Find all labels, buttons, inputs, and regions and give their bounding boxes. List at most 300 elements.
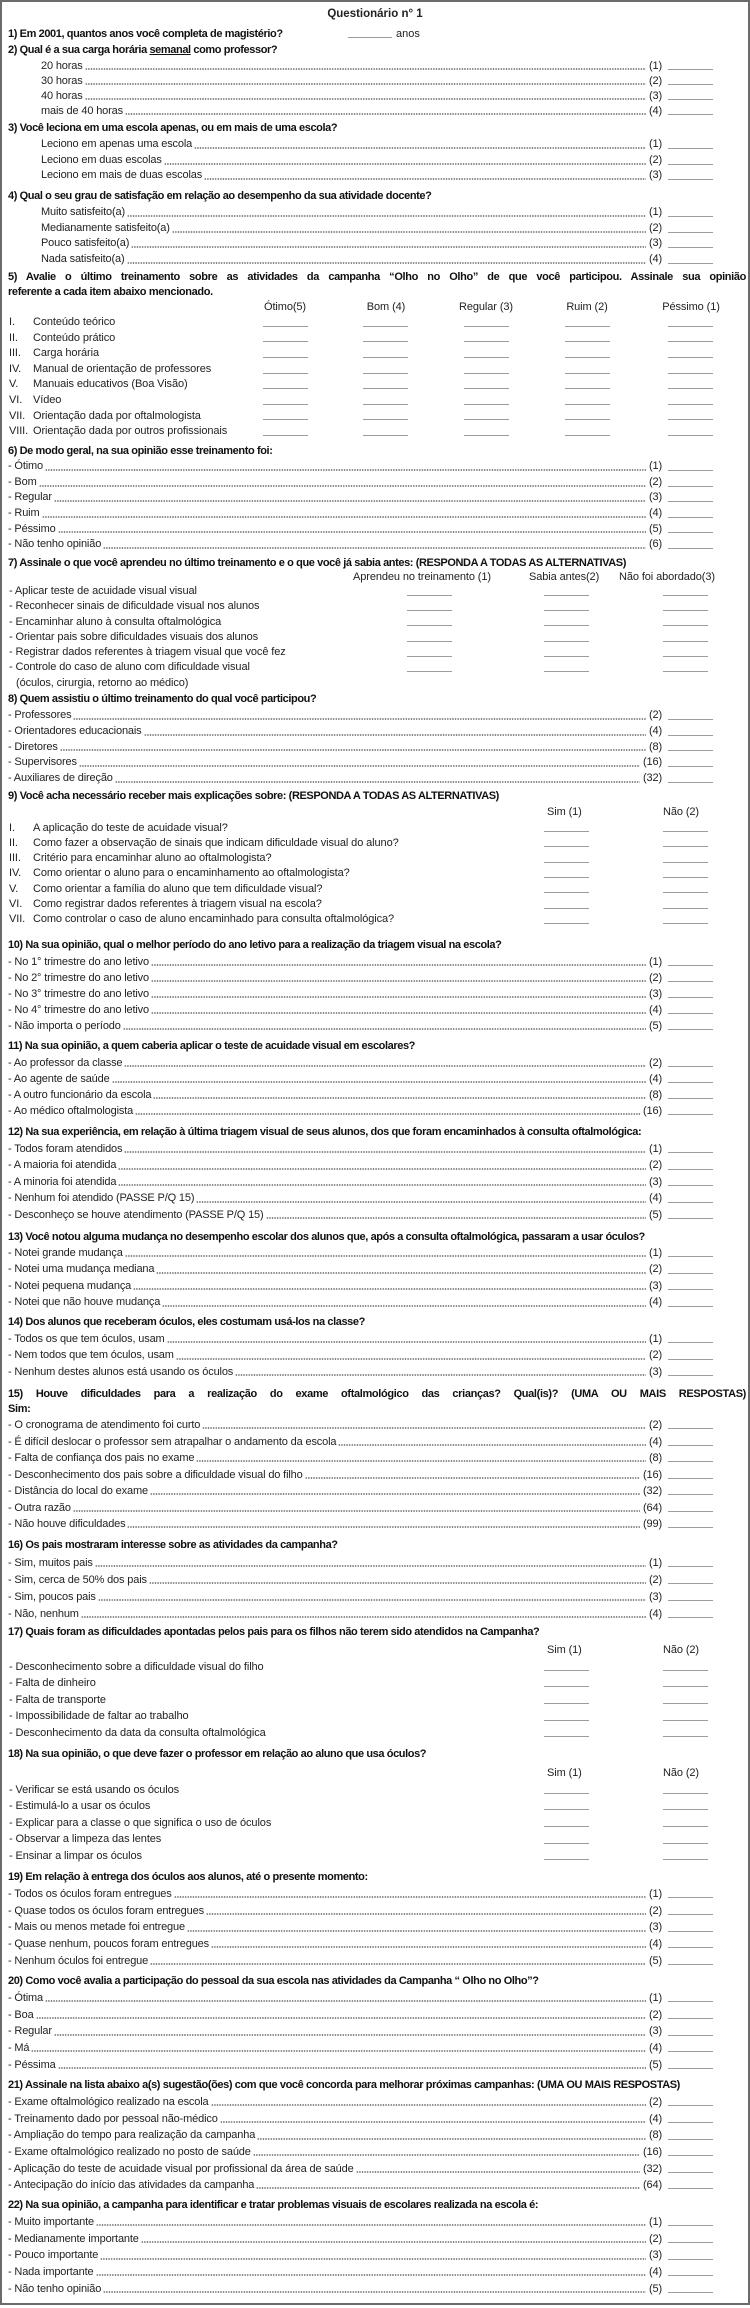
- answer-option: [8, 1055, 713, 1071]
- answer-option: [8, 1500, 713, 1517]
- answer-blank[interactable]: [363, 409, 408, 421]
- row-number: II.: [9, 836, 18, 849]
- grid-row: [0, 599, 750, 614]
- answer-blank[interactable]: [464, 409, 509, 421]
- question-15: [0, 1387, 750, 1533]
- column-header: Aprendeu no treinamento (1): [353, 571, 491, 583]
- column-header: Não (2): [663, 1766, 699, 1779]
- answer-blank[interactable]: [663, 1848, 708, 1860]
- option-label: - É difícil deslocar o professor sem atrapalhar o andamento da escola: [8, 1435, 337, 1448]
- option-code: (2): [649, 1419, 662, 1431]
- answer-option: [8, 740, 713, 756]
- option-code: (4): [649, 1607, 662, 1620]
- answer-blank[interactable]: [668, 1071, 713, 1083]
- option-code: (3): [649, 2025, 662, 2038]
- option-code: (3): [649, 1590, 662, 1603]
- option-code: (2): [649, 1904, 662, 1917]
- dot-leader: [124, 1141, 646, 1153]
- answer-blank[interactable]: [544, 836, 589, 848]
- option-code: (4): [649, 724, 662, 737]
- dot-leader: [95, 1555, 646, 1568]
- answer-blank[interactable]: [565, 393, 610, 405]
- answer-blank[interactable]: [663, 866, 708, 878]
- answer-blank[interactable]: [668, 1450, 713, 1462]
- answer-blank[interactable]: [544, 630, 589, 642]
- answer-blank[interactable]: [668, 2281, 713, 2293]
- answer-blank[interactable]: [668, 2177, 713, 2189]
- answer-blank[interactable]: [668, 1190, 713, 1202]
- grid-row: [0, 1675, 750, 1692]
- answer-blank[interactable]: [263, 377, 308, 389]
- answer-option: [8, 1071, 713, 1087]
- grid-row: [0, 615, 750, 630]
- answer-blank[interactable]: [668, 89, 713, 101]
- row-number: V.: [9, 378, 19, 391]
- row-label: - Controle do caso de aluno com dificuldade visual: [9, 661, 250, 674]
- option-code: (2): [649, 1159, 662, 1172]
- answer-blank[interactable]: [407, 584, 452, 596]
- dot-leader: [133, 1278, 646, 1290]
- answer-blank[interactable]: [668, 1572, 713, 1585]
- answer-blank[interactable]: [668, 1174, 713, 1186]
- answer-blank[interactable]: [407, 645, 452, 657]
- answer-blank[interactable]: [407, 615, 452, 627]
- answer-blank[interactable]: [668, 1141, 713, 1153]
- answer-blank[interactable]: [668, 708, 713, 720]
- answer-blank[interactable]: [263, 362, 308, 374]
- answer-blank[interactable]: [668, 2094, 713, 2106]
- answer-blank[interactable]: [668, 1103, 713, 1115]
- answer-blank[interactable]: [668, 459, 713, 471]
- answer-blank[interactable]: [464, 377, 509, 389]
- answer-blank[interactable]: [668, 331, 713, 343]
- option-code: (4): [649, 2041, 662, 2054]
- option-code: (5): [649, 1020, 662, 1032]
- answer-blank[interactable]: [407, 630, 452, 642]
- answer-blank[interactable]: [464, 362, 509, 374]
- answer-blank[interactable]: [668, 1483, 713, 1495]
- answer-blank[interactable]: [668, 409, 713, 421]
- option-code: (1): [649, 1888, 662, 1901]
- answer-blank[interactable]: [668, 1018, 713, 1030]
- answer-blank[interactable]: [544, 1815, 589, 1827]
- dot-leader: [206, 1903, 646, 1915]
- answer-blank[interactable]: [668, 393, 713, 405]
- answer-blank[interactable]: [565, 409, 610, 421]
- answer-blank[interactable]: [363, 315, 408, 327]
- option-code: (5): [649, 1954, 662, 1967]
- answer-blank[interactable]: [668, 2007, 713, 2019]
- option-label: - Medianamente importante: [8, 2232, 139, 2245]
- answer-option: [41, 236, 713, 252]
- answer-blank[interactable]: [464, 393, 509, 405]
- answer-blank[interactable]: [544, 897, 589, 909]
- answer-blank[interactable]: [668, 2144, 713, 2156]
- column-header-row: [0, 1642, 750, 1659]
- option-code: (2): [649, 221, 662, 234]
- answer-blank[interactable]: [668, 771, 713, 783]
- answer-blank[interactable]: [668, 537, 713, 549]
- option-label: - Não tenho opinião: [8, 2282, 102, 2295]
- answer-blank[interactable]: [668, 153, 713, 165]
- option-code: (2): [649, 2008, 662, 2021]
- answer-blank[interactable]: [663, 1831, 708, 1843]
- option-label: - A minoria foi atendida: [8, 1175, 117, 1188]
- answer-blank[interactable]: [544, 584, 589, 596]
- heading-part: como professor?: [190, 44, 278, 56]
- answer-blank[interactable]: [668, 1417, 713, 1429]
- option-label: - Pouco importante: [8, 2249, 99, 2262]
- answer-blank[interactable]: [544, 1798, 589, 1810]
- answer-blank[interactable]: [668, 1364, 713, 1376]
- answer-blank[interactable]: [565, 331, 610, 343]
- answer-option: [8, 1450, 713, 1467]
- answer-blank[interactable]: [668, 168, 713, 180]
- answer-blank[interactable]: [363, 377, 408, 389]
- answer-blank[interactable]: [363, 424, 408, 436]
- answer-blank[interactable]: [663, 1708, 708, 1720]
- answer-blank[interactable]: [668, 1589, 713, 1602]
- answer-blank[interactable]: [565, 346, 610, 358]
- answer-blank[interactable]: [663, 836, 708, 848]
- answer-blank[interactable]: [668, 1087, 713, 1099]
- answer-blank[interactable]: [668, 104, 713, 116]
- option-label: - No 1° trimestre do ano letivo: [8, 956, 149, 968]
- answer-blank[interactable]: [663, 1725, 708, 1737]
- answer-blank[interactable]: [668, 74, 713, 86]
- answer-blank[interactable]: [668, 2214, 713, 2226]
- answer-blank[interactable]: [668, 1919, 713, 1931]
- option-label: - Desconhecimento dos pais sobre a dificuldade visual do filho: [8, 1468, 303, 1481]
- answer-blank[interactable]: [263, 331, 308, 343]
- answer-blank[interactable]: [668, 1936, 713, 1948]
- question-heading: [0, 2197, 748, 2214]
- option-label: - Ao professor da classe: [8, 1057, 123, 1069]
- dot-leader: [211, 2094, 646, 2106]
- answer-blank[interactable]: [407, 599, 452, 611]
- row-label: Vídeo: [33, 393, 62, 406]
- answer-blank[interactable]: [668, 1903, 713, 1915]
- answer-blank[interactable]: [663, 630, 708, 642]
- option-label: Leciono em apenas uma escola: [41, 138, 193, 151]
- answer-blank[interactable]: [565, 424, 610, 436]
- answer-blank[interactable]: [363, 331, 408, 343]
- dot-leader: [141, 2231, 646, 2243]
- option-code: (1): [649, 956, 662, 968]
- question-heading: [0, 1537, 748, 1555]
- answer-option: [8, 1936, 713, 1953]
- answer-option: [8, 1417, 713, 1434]
- answer-blank[interactable]: [668, 1331, 713, 1343]
- answer-blank[interactable]: [668, 986, 713, 998]
- question-7: [0, 555, 750, 691]
- option-code: (2): [649, 709, 662, 722]
- answer-blank[interactable]: [544, 1725, 589, 1737]
- answer-blank[interactable]: [663, 912, 708, 924]
- dot-leader: [115, 771, 640, 783]
- answer-option: [8, 708, 713, 724]
- dot-leader: [187, 1919, 646, 1931]
- answer-blank[interactable]: [544, 912, 589, 924]
- option-code: (2): [649, 1057, 662, 1069]
- answer-blank[interactable]: [544, 821, 589, 833]
- answer-blank[interactable]: [544, 1692, 589, 1704]
- option-code: (32): [643, 771, 662, 784]
- row-label: - Desconhecimento sobre a dificuldade visual do filho: [9, 1660, 264, 1673]
- option-label: - Nada importante: [8, 2265, 94, 2278]
- answer-blank[interactable]: [663, 1798, 708, 1810]
- heading-text: 11) Na sua opinião, a quem caberia aplicar o teste de acuidade visual em escolares?: [8, 1040, 415, 1052]
- answer-blank[interactable]: [668, 1606, 713, 1619]
- answer-blank[interactable]: [544, 1708, 589, 1720]
- answer-blank[interactable]: [363, 362, 408, 374]
- option-code: (3): [649, 89, 662, 102]
- answer-blank[interactable]: [668, 221, 713, 233]
- grid-row: [0, 424, 750, 440]
- answer-blank[interactable]: [668, 970, 713, 982]
- answer-blank[interactable]: [663, 821, 708, 833]
- answer-blank[interactable]: [544, 866, 589, 878]
- dot-leader: [356, 2161, 640, 2173]
- answer-option: [8, 954, 713, 970]
- option-label: - Ao médico oftalmologista: [8, 1105, 134, 1117]
- answer-blank[interactable]: [544, 1659, 589, 1671]
- row-label: Como orientar a família do aluno que tem dificuldade visual?: [33, 882, 323, 895]
- answer-blank[interactable]: [668, 1347, 713, 1359]
- answer-blank[interactable]: [565, 362, 610, 374]
- heading-text: 17) Quais foram as dificuldades apontadas pelos pais para os filhos não terem sido atendidos na Campanha?: [8, 1626, 540, 1638]
- option-code: (4): [649, 252, 662, 265]
- row-label: Manual de orientação de professores: [33, 362, 212, 375]
- dot-leader: [58, 522, 646, 534]
- option-code: (1): [649, 206, 662, 219]
- answer-blank[interactable]: [668, 1434, 713, 1446]
- answer-blank[interactable]: [668, 1500, 713, 1512]
- answer-blank[interactable]: [668, 2247, 713, 2259]
- answer-blank[interactable]: [668, 1157, 713, 1169]
- option-label: - Muito importante: [8, 2216, 94, 2229]
- option-label: - Notei grande mudança: [8, 1246, 123, 1259]
- option-code: (3): [649, 491, 662, 504]
- grid-row: [0, 393, 750, 409]
- answer-blank[interactable]: [668, 2161, 713, 2173]
- answer-blank[interactable]: [668, 1278, 713, 1290]
- option-code: (32): [643, 2162, 662, 2175]
- answer-blank[interactable]: [668, 2111, 713, 2123]
- answer-blank[interactable]: [363, 393, 408, 405]
- answer-blank[interactable]: [544, 1675, 589, 1687]
- option-code: (32): [643, 1485, 662, 1497]
- answer-blank[interactable]: [263, 315, 308, 327]
- column-header: Não (2): [663, 1643, 699, 1656]
- answer-blank[interactable]: [544, 1782, 589, 1794]
- answer-blank[interactable]: [544, 645, 589, 657]
- option-label: Medianamente satisfeito(a): [41, 221, 170, 234]
- grid-row: [0, 866, 750, 881]
- answer-blank[interactable]: [263, 424, 308, 436]
- option-code: (99): [643, 1518, 662, 1530]
- answer-blank[interactable]: [668, 2127, 713, 2139]
- row-label: - Falta de transporte: [9, 1693, 106, 1706]
- answer-blank[interactable]: [668, 1207, 713, 1219]
- heading-text: 16) Os pais mostraram interesse sobre as atividades da campanha?: [8, 1539, 338, 1551]
- question-heading: [0, 691, 748, 708]
- dot-leader: [202, 1417, 646, 1429]
- answer-blank[interactable]: [663, 615, 708, 627]
- row-number: III.: [9, 852, 21, 865]
- option-label: 20 horas: [41, 59, 83, 72]
- answer-blank[interactable]: [668, 1555, 713, 1568]
- answer-blank[interactable]: [544, 599, 589, 611]
- answer-blank[interactable]: [668, 1294, 713, 1306]
- answer-blank[interactable]: [663, 660, 708, 672]
- dot-leader: [151, 954, 646, 966]
- option-code: (3): [649, 988, 662, 1000]
- grid-row: [0, 409, 750, 425]
- option-code: (8): [649, 1089, 662, 1101]
- option-label: - Nenhum destes alunos está usando os óculos: [8, 1365, 234, 1378]
- grid-row: [0, 882, 750, 897]
- answer-blank[interactable]: [544, 882, 589, 894]
- answer-blank[interactable]: [668, 755, 713, 767]
- dot-leader: [196, 1450, 646, 1462]
- questionnaire-title: Questionário n° 1: [327, 8, 423, 20]
- answer-blank[interactable]: [668, 2023, 713, 2035]
- row-label: - Encaminhar aluno à consulta oftalmológica: [9, 615, 222, 628]
- answer-blank[interactable]: [668, 2040, 713, 2052]
- answer-blank[interactable]: [544, 1831, 589, 1843]
- answer-blank[interactable]: [668, 506, 713, 518]
- answer-option: [8, 1087, 713, 1103]
- heading-text: 19) Em relação à entrega dos óculos aos alunos, até o presente momento:: [8, 1871, 368, 1883]
- answer-blank[interactable]: [263, 409, 308, 421]
- answer-blank[interactable]: [663, 882, 708, 894]
- row-label: A aplicação do teste de acuidade visual?: [33, 821, 228, 834]
- answer-blank[interactable]: [544, 1848, 589, 1860]
- answer-blank[interactable]: [668, 2231, 713, 2243]
- answer-blank[interactable]: [668, 522, 713, 534]
- answer-blank[interactable]: [348, 26, 392, 38]
- answer-option: [8, 490, 713, 506]
- answer-blank[interactable]: [668, 315, 713, 327]
- answer-blank[interactable]: [668, 1055, 713, 1067]
- answer-blank[interactable]: [668, 2264, 713, 2276]
- answer-blank[interactable]: [668, 1261, 713, 1273]
- answer-blank[interactable]: [464, 346, 509, 358]
- question-heading: [0, 1973, 748, 1990]
- answer-blank[interactable]: [668, 1245, 713, 1257]
- column-header: Sabia antes(2): [529, 571, 600, 583]
- answer-blank[interactable]: [663, 1659, 708, 1671]
- dot-leader: [118, 1157, 646, 1169]
- answer-blank[interactable]: [668, 724, 713, 736]
- answer-blank[interactable]: [544, 615, 589, 627]
- answer-blank[interactable]: [663, 1675, 708, 1687]
- question-20: [0, 1973, 750, 2073]
- answer-option: [8, 2247, 713, 2264]
- answer-option: [8, 1157, 713, 1174]
- row-label: Como orientar o aluno para o encaminhamento ao oftalmologista?: [33, 867, 350, 880]
- answer-blank[interactable]: [668, 252, 713, 264]
- answer-blank[interactable]: [668, 424, 713, 436]
- answer-blank[interactable]: [407, 660, 452, 672]
- answer-blank[interactable]: [668, 1002, 713, 1014]
- answer-blank[interactable]: [668, 2057, 713, 2069]
- answer-blank[interactable]: [464, 331, 509, 343]
- option-code: (3): [649, 1921, 662, 1934]
- answer-blank[interactable]: [668, 377, 713, 389]
- answer-blank[interactable]: [663, 1692, 708, 1704]
- answer-option: [8, 2023, 713, 2040]
- answer-blank[interactable]: [668, 740, 713, 752]
- answer-blank[interactable]: [668, 1990, 713, 2002]
- question-heading: [0, 42, 748, 59]
- answer-blank[interactable]: [464, 424, 509, 436]
- answer-blank[interactable]: [464, 315, 509, 327]
- answer-blank[interactable]: [668, 1953, 713, 1965]
- answer-blank[interactable]: [544, 851, 589, 863]
- option-label: - Auxiliares de direção: [8, 771, 113, 784]
- answer-blank[interactable]: [668, 1467, 713, 1479]
- answer-blank[interactable]: [663, 897, 708, 909]
- answer-blank[interactable]: [668, 954, 713, 966]
- answer-blank[interactable]: [663, 599, 708, 611]
- option-code: (1): [649, 1992, 662, 2005]
- answer-blank[interactable]: [668, 1516, 713, 1528]
- answer-blank[interactable]: [565, 377, 610, 389]
- answer-blank[interactable]: [668, 59, 713, 71]
- answer-blank[interactable]: [363, 346, 408, 358]
- question-2: [0, 42, 750, 119]
- option-code: (2): [649, 1263, 662, 1276]
- answer-option: [8, 970, 713, 986]
- answer-blank[interactable]: [663, 1782, 708, 1794]
- answer-blank[interactable]: [663, 1815, 708, 1827]
- answer-blank[interactable]: [263, 393, 308, 405]
- answer-blank[interactable]: [668, 205, 713, 217]
- answer-blank[interactable]: [668, 1886, 713, 1898]
- answer-blank[interactable]: [668, 236, 713, 248]
- column-header: Não (2): [663, 805, 699, 818]
- row-number: VII.: [9, 409, 26, 422]
- answer-blank[interactable]: [668, 362, 713, 374]
- answer-blank[interactable]: [668, 490, 713, 502]
- answer-blank[interactable]: [663, 851, 708, 863]
- answer-blank[interactable]: [668, 137, 713, 149]
- answer-option: [8, 459, 713, 475]
- answer-blank[interactable]: [565, 315, 610, 327]
- answer-option: [8, 2007, 713, 2024]
- dot-leader: [45, 459, 646, 471]
- answer-option: [8, 1434, 713, 1451]
- heading-text: 6) De modo geral, na sua opinião esse treinamento foi:: [8, 445, 273, 457]
- option-code: (5): [649, 2058, 662, 2071]
- grid-row: [0, 315, 750, 331]
- answer-blank[interactable]: [544, 660, 589, 672]
- row-number: I.: [9, 821, 15, 834]
- answer-blank[interactable]: [663, 645, 708, 657]
- answer-option: [8, 2094, 713, 2111]
- question-3: [0, 120, 750, 184]
- answer-blank[interactable]: [668, 475, 713, 487]
- answer-blank[interactable]: [668, 346, 713, 358]
- option-label: - Não, nenhum: [8, 1607, 79, 1620]
- question-14: [0, 1314, 750, 1380]
- answer-blank[interactable]: [263, 346, 308, 358]
- option-label: - Notei que não houve mudança: [8, 1296, 161, 1309]
- column-header: Sim (1): [547, 1766, 582, 1779]
- answer-blank[interactable]: [663, 584, 708, 596]
